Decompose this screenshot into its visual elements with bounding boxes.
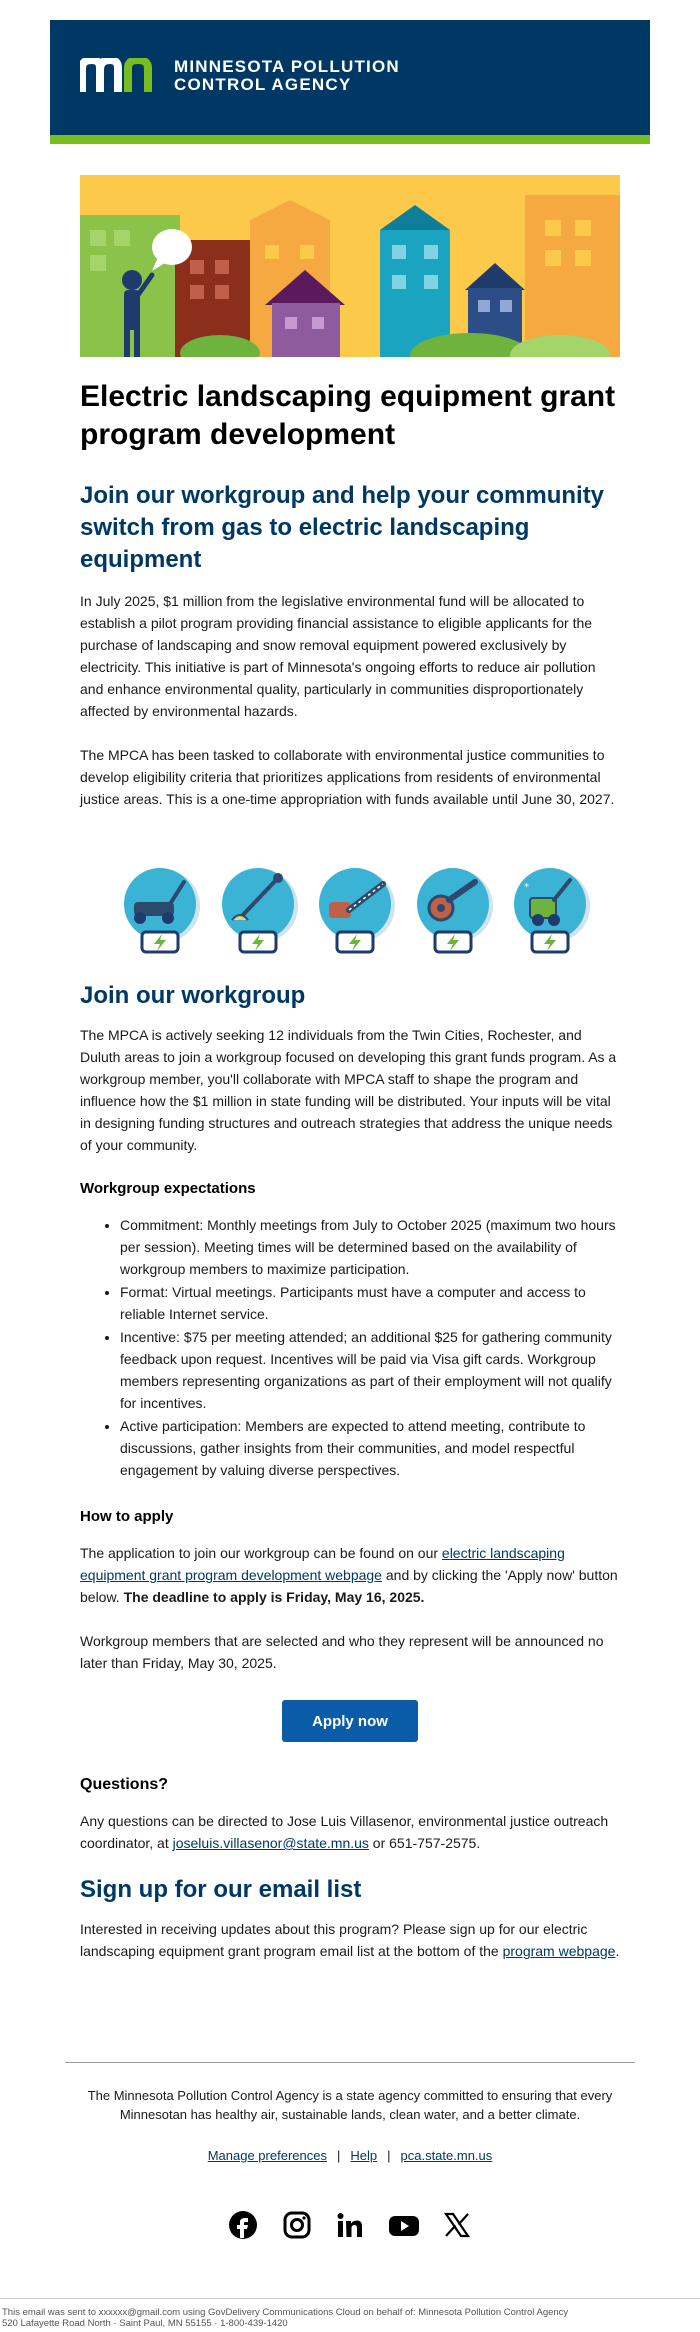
apply-body — [80, 1542, 620, 1608]
questions-text-post: or 651-757-2575. — [368, 1835, 481, 1851]
list-item: • Incentive: $75 per meeting attended; an additional $25 for gathering community feedback upon request. Incentives will be paid via Visa gift cards. Workgroup members representing organizations as part of their employment will not qualify for incentives. — [120, 1326, 620, 1414]
workgroup-heading: Join our workgroup — [80, 982, 306, 1009]
intro-section-2 — [80, 744, 620, 810]
social-icons — [225, 2205, 475, 2245]
main-title-block — [80, 378, 620, 454]
equipment-icons-row — [120, 868, 590, 958]
questions-paragraph — [80, 1810, 620, 1854]
string-trimmer-icon — [218, 868, 298, 958]
questions-section — [80, 1774, 620, 1796]
signup-text-post: . — [615, 1943, 620, 1959]
sent-to-notice: This email was sent to xxxxxx@gmail.com using GovDelivery Communications Cloud on behalf of: Minnesota Pollution Control Agency — [2, 2307, 569, 2318]
apply-section — [80, 1506, 620, 1528]
svg-text:*: * — [524, 882, 529, 893]
x-icon[interactable] — [439, 2207, 475, 2243]
signup-heading: Sign up for our email list — [80, 1876, 362, 1903]
list-item: • Commitment: Monthly meetings from July to October 2025 (maximum two hours per session). Meeting times will be determined based on the availability of workgroup members to maximize participation. — [120, 1214, 620, 1280]
hero-illustration — [80, 175, 620, 357]
signup-program-link[interactable]: program webpage — [502, 1943, 616, 1959]
intro-paragraph-1: In July 2025, $1 million from the legislative environmental fund will be allocated to establish a pilot program providing financial assistance to eligible applicants for the purchase of landscaping and snow removal equipment powered exclusively by electricity. This initiative is part of Minnesota's ongoing efforts to reduce air pollution and enhance environmental quality, particularly in communities disproportionately affected by environmental hazards. — [80, 593, 596, 719]
announce-section — [80, 1630, 620, 1674]
announce-paragraph: Workgroup members that are selected and who they represent will be announced no later than Friday, May 30, 2025. — [80, 1633, 604, 1671]
program-page-link[interactable]: electric landscaping equipment grant program development webpage — [80, 1545, 565, 1583]
list-item: • Format: Virtual meetings. Participants must have a computer and access to reliable Internet service. — [120, 1281, 620, 1325]
instagram-icon[interactable] — [279, 2207, 315, 2243]
questions-heading: Questions? — [80, 1776, 169, 1793]
expectations-list-wrap — [80, 1214, 620, 1482]
snow-blower-icon — [510, 868, 590, 958]
workgroup-body — [80, 1024, 620, 1156]
agency-address: 520 Lafayette Road North · Saint Paul, MN 55155 · 1-800-439-1420 — [2, 2318, 288, 2329]
apply-now-button[interactable]: Apply now — [282, 1700, 418, 1742]
leaf-blower-icon — [413, 868, 493, 958]
workgroup-section — [80, 980, 620, 1012]
logo-line2: CONTROL AGENCY — [174, 75, 352, 94]
manage-preferences-link[interactable]: Manage preferences — [207, 2148, 327, 2163]
logo-line1: MINNESOTA POLLUTION — [174, 57, 400, 76]
list-item: • Active participation: Members are expected to attend meeting, contribute to discussions, gather insights from their communities, and model respectful engagement by valuing diverse perspectives. — [120, 1415, 620, 1481]
apply-paragraph — [80, 1542, 620, 1608]
intro-section — [80, 590, 620, 722]
footer-divider — [65, 2062, 635, 2063]
lawn-mower-icon — [120, 868, 200, 958]
footer-mission: The Minnesota Pollution Control Agency is a state agency committed to ensuring that every Minnesotan has healthy air, sustainable lands, clean water, and a better climate. — [87, 2088, 613, 2122]
footer-links — [80, 2148, 620, 2163]
signup-paragraph — [80, 1918, 620, 1962]
expectations-heading: Workgroup expectations — [80, 1180, 256, 1197]
header-banner — [50, 20, 650, 135]
header-accent-bar — [50, 135, 650, 144]
expectations-section — [80, 1178, 620, 1200]
footer-separator: | — [336, 2148, 341, 2163]
apply-text-pre: The application to join our workgroup can be found on our — [80, 1545, 442, 1561]
intro-paragraph-2: The MPCA has been tasked to collaborate with environmental justice communities to develop eligibility criteria that prioritizes applications from residents of environmental justice areas. This is a one-time appropriation with funds available until June 30, 2027. — [80, 747, 615, 807]
apply-deadline: The deadline to apply is Friday, May 16, 2025. — [123, 1589, 425, 1605]
chainsaw-icon — [315, 868, 395, 958]
expectations-list — [80, 1214, 620, 1481]
mpca-logo-icon — [80, 58, 160, 94]
email-container — [50, 20, 650, 135]
legal-divider — [0, 2298, 700, 2299]
signup-text-pre: Interested in receiving updates about this program? Please sign up for our electric landscaping equipment grant program email list at the bottom of the — [80, 1921, 588, 1959]
facebook-icon[interactable] — [225, 2207, 261, 2243]
apply-text-mid: and by clicking the 'Apply now' button below. — [80, 1567, 618, 1605]
subtitle-block — [80, 480, 620, 576]
page-subtitle: Join our workgroup and help your community switch from gas to electric landscaping equipment — [80, 482, 605, 573]
signup-section — [80, 1874, 620, 1906]
footer-separator: | — [387, 2148, 391, 2163]
website-link[interactable]: pca.state.mn.us — [400, 2148, 493, 2163]
page-title: Electric landscaping equipment grant program development — [80, 380, 616, 451]
questions-body — [80, 1810, 620, 1854]
mpca-logo[interactable] — [80, 58, 400, 94]
linkedin-icon[interactable] — [332, 2207, 368, 2243]
questions-text-pre: Any questions can be directed to Jose Luis Villasenor, environmental justice outreach coordinator, at — [80, 1813, 609, 1851]
signup-body — [80, 1918, 620, 1962]
help-link[interactable]: Help — [350, 2148, 378, 2163]
youtube-icon[interactable] — [386, 2207, 422, 2243]
workgroup-paragraph: The MPCA is actively seeking 12 individuals from the Twin Cities, Rochester, and Duluth areas to join a workgroup focused on developing this grant funds program. As a workgroup member, you'll collaborate with MPCA staff to shape the program and influence how the $1 million in state funding will be distributed. Your inputs will be vital in designing funding structures and outreach strategies that address the unique needs of your community. — [80, 1027, 617, 1153]
apply-heading: How to apply — [80, 1508, 174, 1525]
contact-email-link[interactable]: joseluis.villasenor@state.mn.us — [172, 1835, 369, 1851]
